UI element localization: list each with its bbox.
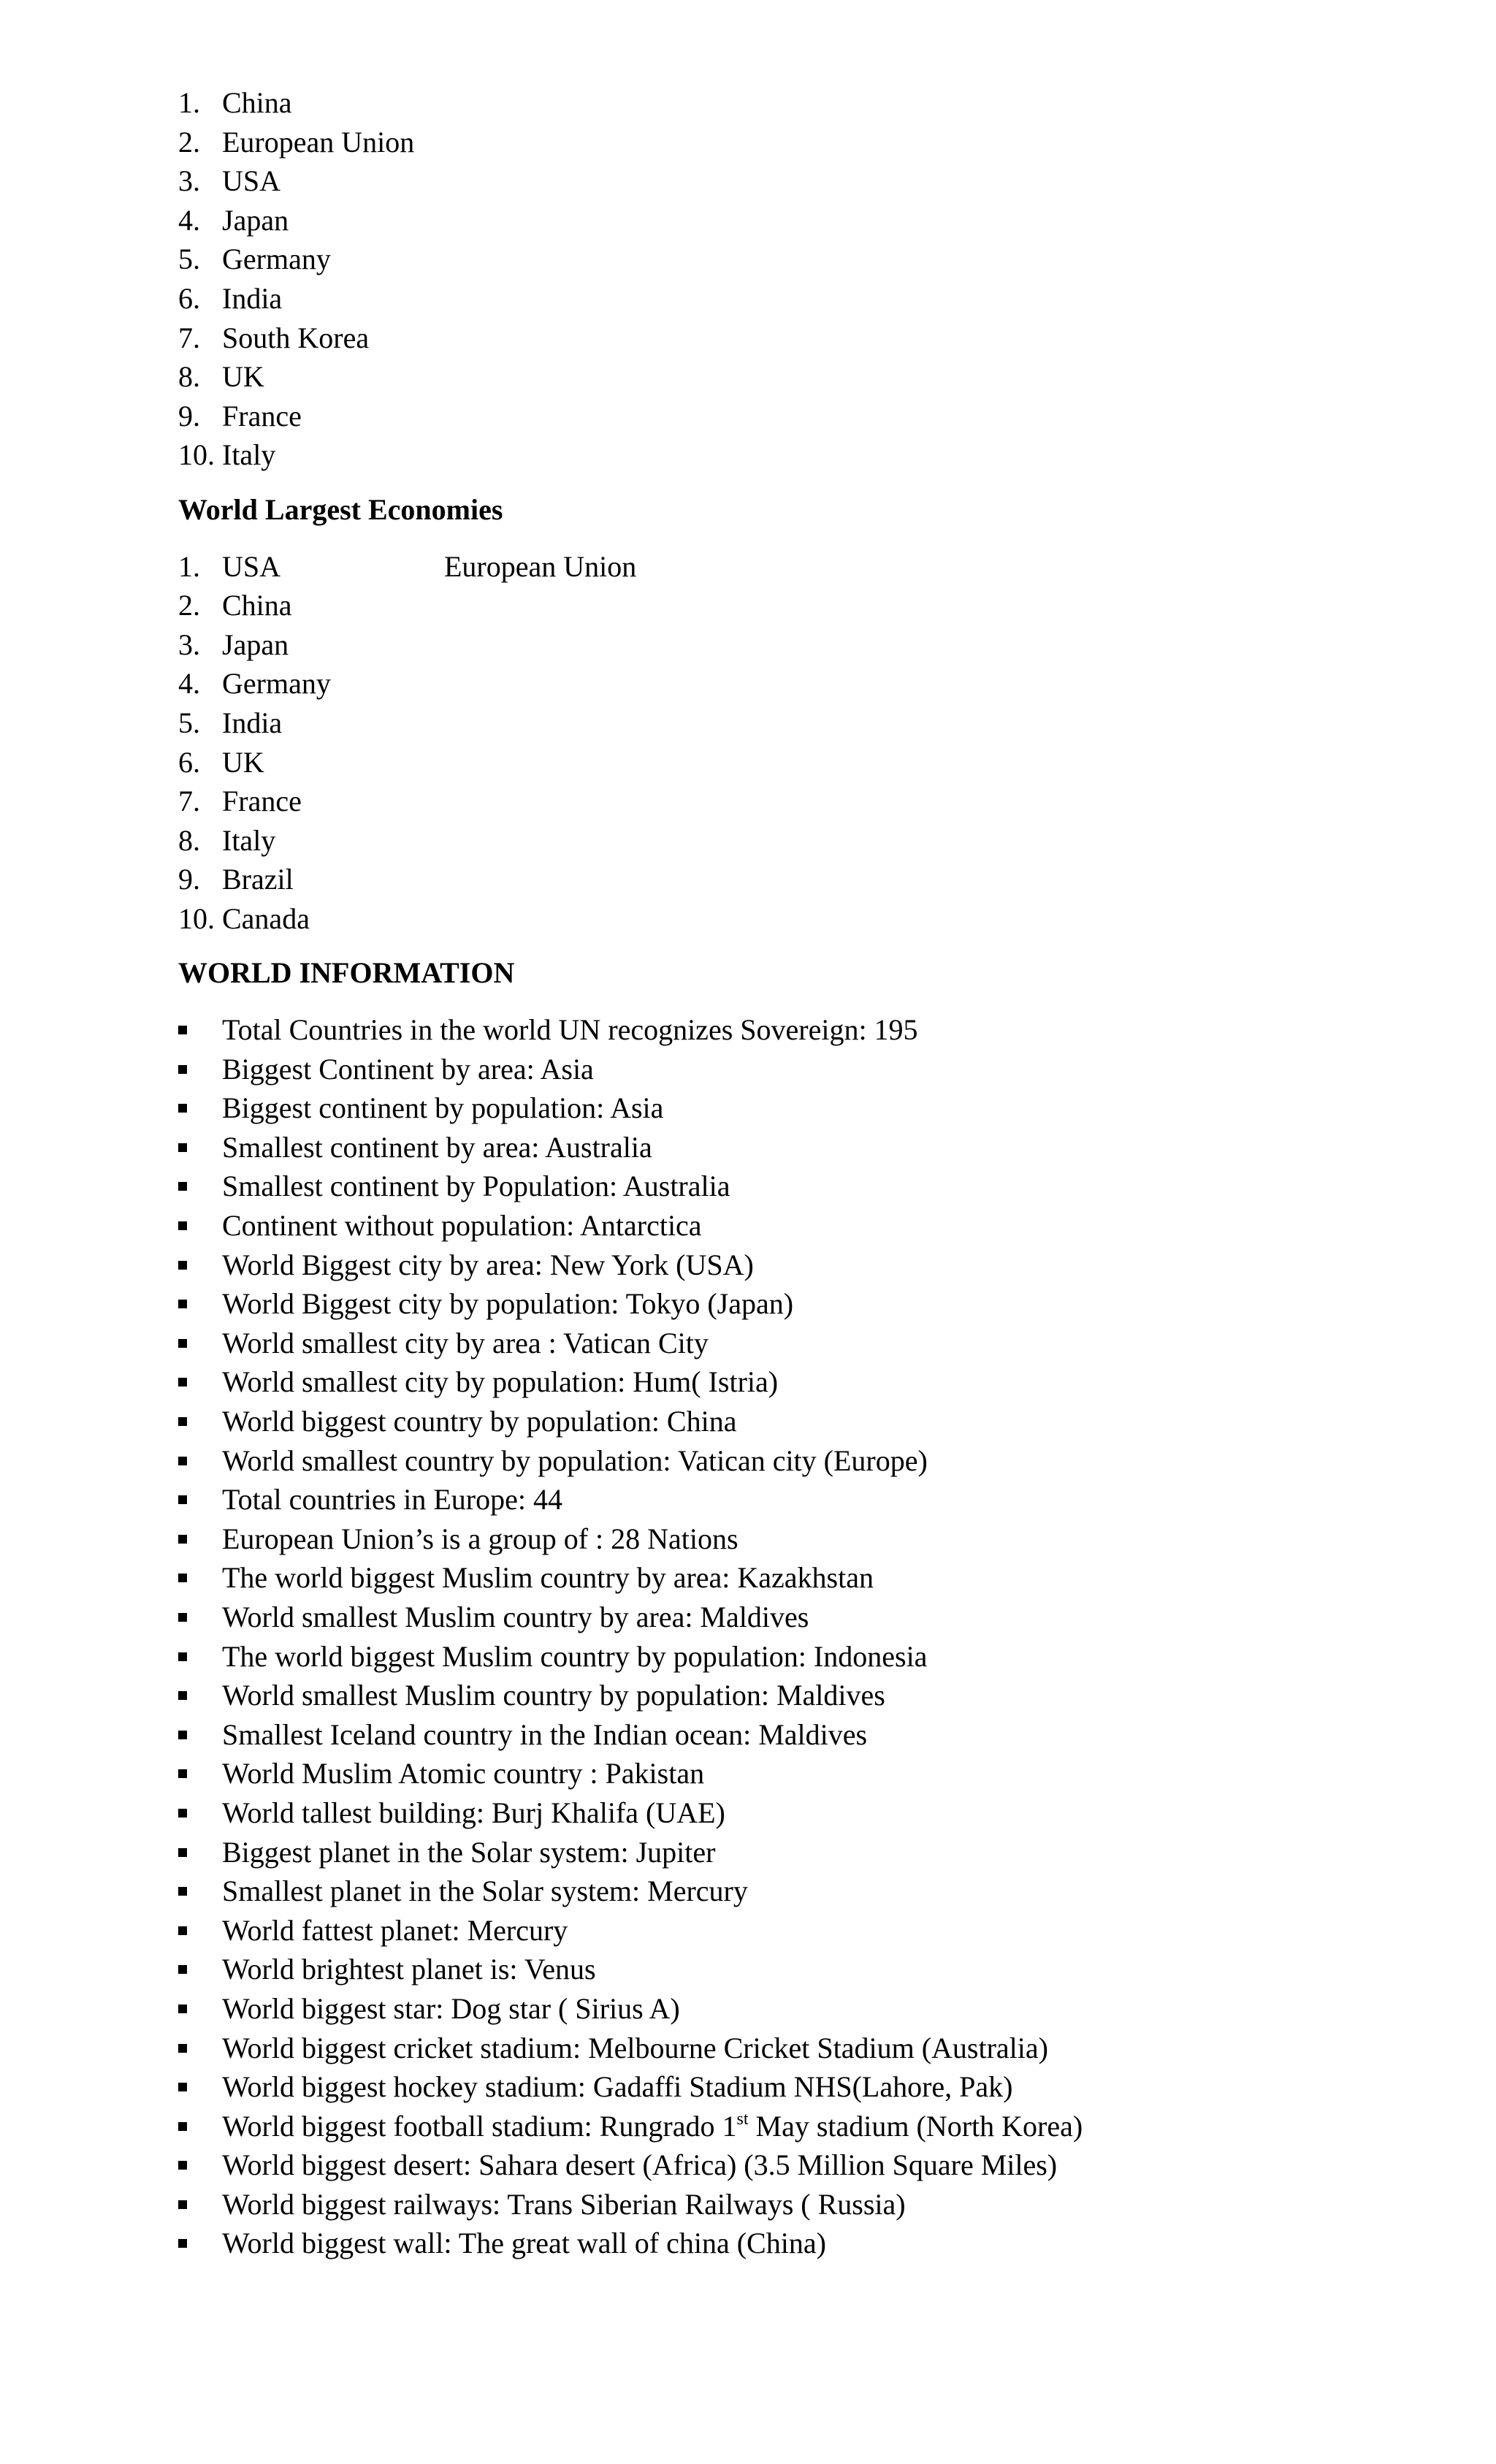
- item-text: Total Countries in the world UN recognizes Sovereign: 195: [222, 1013, 918, 1047]
- item-text: World biggest railways: Trans Siberian Railways ( Russia): [222, 2187, 906, 2221]
- item-number: 10.: [178, 438, 215, 472]
- item-text: Japan: [222, 203, 289, 237]
- bullet-item: [178, 1324, 1420, 1363]
- item-text-football: [222, 2107, 1083, 2146]
- list-item: [178, 743, 1420, 782]
- item-text: World smallest Muslim country by population: Maldives: [222, 1679, 885, 1712]
- item-text: The world biggest Muslim country by area: Kazakhstan: [222, 1561, 874, 1595]
- list-item: [178, 279, 1420, 319]
- bullet-item: [178, 1050, 1420, 1089]
- square-bullet-icon: [178, 1457, 187, 1465]
- item-text: China: [222, 86, 292, 119]
- bullet-item: [178, 1558, 1420, 1598]
- list-item: [178, 664, 1420, 703]
- world-information-list: [178, 1010, 1420, 2263]
- list-item: [178, 899, 1420, 939]
- bullet-item: [178, 1833, 1420, 1872]
- bullet-item: [178, 1754, 1420, 1793]
- list-item: [178, 821, 1420, 861]
- item-text: Smallest continent by Population: Australia: [222, 1170, 730, 1203]
- item-number: 5.: [178, 243, 200, 276]
- item-text: The world biggest Muslim country by population: Indonesia: [222, 1639, 928, 1673]
- bullet-item: [178, 1950, 1420, 1989]
- square-bullet-icon: [178, 1887, 187, 1896]
- item-text: France: [222, 399, 302, 432]
- item-text: World biggest desert: Sahara desert (Africa) (3.5 Million Square Miles): [222, 2148, 1058, 2182]
- item-text: Canada: [222, 901, 310, 935]
- bullet-item: [178, 1088, 1420, 1128]
- item-text: China: [222, 589, 292, 622]
- item-number: 7.: [178, 321, 200, 354]
- bullet-item: [178, 2029, 1420, 2068]
- economies-list: [178, 547, 1420, 939]
- bullet-item: [178, 1010, 1420, 1050]
- item-text: UK: [222, 360, 264, 394]
- item-number: 10.: [178, 901, 215, 935]
- list-item: [178, 319, 1420, 358]
- list-item: [178, 860, 1420, 899]
- item-text: Italy: [222, 438, 276, 472]
- item-number: 9.: [178, 863, 200, 896]
- square-bullet-icon: [178, 1926, 187, 1935]
- square-bullet-icon: [178, 1809, 187, 1818]
- item-text: World biggest cricket stadium: Melbourne Cricket Stadium (Australia): [222, 2031, 1048, 2064]
- item-text: European Union: [222, 125, 415, 159]
- bullet-item: [178, 1637, 1420, 1677]
- ranking-list: [178, 83, 1420, 475]
- list-item: [178, 123, 1420, 162]
- bullet-item: [178, 1911, 1420, 1950]
- bullet-item: [178, 2185, 1420, 2224]
- list-item: [178, 161, 1420, 201]
- square-bullet-icon: [178, 1495, 187, 1504]
- list-item: [178, 240, 1420, 279]
- item-number: 6.: [178, 281, 200, 315]
- item-text: World smallest city by area : Vatican City: [222, 1326, 709, 1359]
- list-item: [178, 83, 1420, 123]
- square-bullet-icon: [178, 2005, 187, 2013]
- square-bullet-icon: [178, 1613, 187, 1622]
- square-bullet-icon: [178, 1300, 187, 1308]
- square-bullet-icon: [178, 1143, 187, 1152]
- list-item: [178, 201, 1420, 240]
- item-number: 1.: [178, 549, 200, 583]
- square-bullet-icon: [178, 2044, 187, 2053]
- item-text: Smallest Iceland country in the Indian ocean: Maldives: [222, 1717, 868, 1751]
- item-number: 3.: [178, 628, 200, 661]
- list-item: [178, 703, 1420, 743]
- item-text: World smallest country by population: Vatican city (Europe): [222, 1443, 928, 1477]
- list-item: [178, 625, 1420, 665]
- square-bullet-icon: [178, 1221, 187, 1230]
- item-text: UK: [222, 745, 264, 779]
- bullet-item: [178, 1676, 1420, 1715]
- item-text: World fattest planet: Mercury: [222, 1913, 568, 1947]
- list-item: [178, 435, 1420, 475]
- square-bullet-icon: [178, 1261, 187, 1270]
- square-bullet-icon: [178, 2200, 187, 2209]
- item-text: Biggest Continent by area: Asia: [222, 1052, 594, 1086]
- ordinal-superscript: st: [736, 2109, 749, 2129]
- bullet-item: [178, 2145, 1420, 2185]
- square-bullet-icon: [178, 1965, 187, 1974]
- bullet-item: [178, 1284, 1420, 1324]
- item-text: USA: [222, 549, 281, 583]
- list-item: [178, 782, 1420, 821]
- section-heading-economies: World Largest Economies: [178, 492, 503, 526]
- square-bullet-icon: [178, 1417, 187, 1426]
- section-heading-world-information: WORLD INFORMATION: [178, 956, 515, 990]
- list-item: [178, 357, 1420, 397]
- square-bullet-icon: [178, 1026, 187, 1034]
- item-text: Brazil: [222, 863, 294, 896]
- bullet-item: [178, 2224, 1420, 2263]
- bullet-item: [178, 1598, 1420, 1637]
- bullet-item: [178, 1128, 1420, 1167]
- item-number: 2.: [178, 125, 200, 159]
- item-number: 5.: [178, 706, 200, 739]
- item-number: 6.: [178, 745, 200, 779]
- square-bullet-icon: [178, 1339, 187, 1348]
- football-text-start: World biggest football stadium: Rungrado 1: [222, 2109, 737, 2143]
- item-text: Germany: [222, 667, 331, 701]
- item-text: World biggest wall: The great wall of china (China): [222, 2227, 826, 2260]
- list-item: [178, 547, 1420, 587]
- square-bullet-icon: [178, 1769, 187, 1778]
- bullet-item: [178, 1519, 1420, 1559]
- item-text: World biggest hockey stadium: Gadaffi Stadium NHS(Lahore, Pak): [222, 2070, 1013, 2104]
- side-note: European Union: [444, 549, 637, 583]
- bullet-item: [178, 1715, 1420, 1755]
- item-text: India: [222, 281, 283, 315]
- item-text: World biggest star: Dog star ( Sirius A): [222, 1991, 680, 2025]
- item-text: USA: [222, 164, 281, 198]
- square-bullet-icon: [178, 1731, 187, 1739]
- bullet-item: [178, 1402, 1420, 1441]
- bullet-item: [178, 1793, 1420, 1833]
- item-text: France: [222, 785, 302, 818]
- square-bullet-icon: [178, 1378, 187, 1387]
- football-text-end: May stadium (North Korea): [748, 2109, 1083, 2143]
- item-text: Biggest planet in the Solar system: Jupiter: [222, 1835, 716, 1869]
- bullet-item: [178, 1246, 1420, 1285]
- square-bullet-icon: [178, 1182, 187, 1191]
- square-bullet-icon: [178, 2122, 187, 2131]
- item-text: European Union’s is a group of : 28 Nations: [222, 1522, 739, 1555]
- document-page: [178, 83, 1420, 2263]
- item-text: Japan: [222, 628, 289, 661]
- item-text: World Biggest city by population: Tokyo (Japan): [222, 1287, 794, 1321]
- bullet-item: [178, 2107, 1420, 2146]
- item-text: World brightest planet is: Venus: [222, 1953, 596, 1986]
- square-bullet-icon: [178, 1691, 187, 1700]
- square-bullet-icon: [178, 2161, 187, 2170]
- item-text: World smallest city by population: Hum( Istria): [222, 1365, 779, 1399]
- square-bullet-icon: [178, 1652, 187, 1661]
- item-number: 7.: [178, 785, 200, 818]
- item-number: 8.: [178, 360, 200, 394]
- list-item: [178, 397, 1420, 436]
- square-bullet-icon: [178, 2083, 187, 2091]
- item-text: India: [222, 706, 283, 739]
- bullet-item: [178, 1441, 1420, 1481]
- bullet-item: [178, 1167, 1420, 1206]
- item-number: 4.: [178, 203, 200, 237]
- bullet-item: [178, 1362, 1420, 1402]
- bullet-item: [178, 1872, 1420, 1911]
- item-text: World smallest Muslim country by area: Maldives: [222, 1600, 809, 1633]
- item-number: 2.: [178, 589, 200, 622]
- item-text: Germany: [222, 243, 331, 276]
- item-text: World tallest building: Burj Khalifa (UAE): [222, 1796, 725, 1829]
- list-item: [178, 586, 1420, 625]
- item-number: 8.: [178, 823, 200, 857]
- item-text: World biggest country by population: China: [222, 1405, 737, 1438]
- square-bullet-icon: [178, 2239, 187, 2248]
- item-text: Continent without population: Antarctica: [222, 1209, 702, 1243]
- square-bullet-icon: [178, 1104, 187, 1113]
- item-number: 1.: [178, 86, 200, 119]
- item-text: Total countries in Europe: 44: [222, 1483, 562, 1517]
- item-text: Smallest planet in the Solar system: Mercury: [222, 1874, 748, 1908]
- bullet-item: [178, 1989, 1420, 2029]
- item-text: South Korea: [222, 321, 370, 354]
- item-number: 3.: [178, 164, 200, 198]
- item-number: 4.: [178, 667, 200, 701]
- square-bullet-icon: [178, 1848, 187, 1857]
- bullet-item: [178, 2067, 1420, 2107]
- item-text: Biggest continent by population: Asia: [222, 1091, 664, 1125]
- item-number: 9.: [178, 399, 200, 432]
- item-text: Italy: [222, 823, 276, 857]
- square-bullet-icon: [178, 1574, 187, 1582]
- item-text: Smallest continent by area: Australia: [222, 1130, 652, 1164]
- bullet-item: [178, 1480, 1420, 1519]
- bullet-item: [178, 1206, 1420, 1246]
- square-bullet-icon: [178, 1535, 187, 1544]
- item-text: World Biggest city by area: New York (USA): [222, 1248, 754, 1281]
- item-text: World Muslim Atomic country : Pakistan: [222, 1757, 705, 1790]
- square-bullet-icon: [178, 1065, 187, 1074]
